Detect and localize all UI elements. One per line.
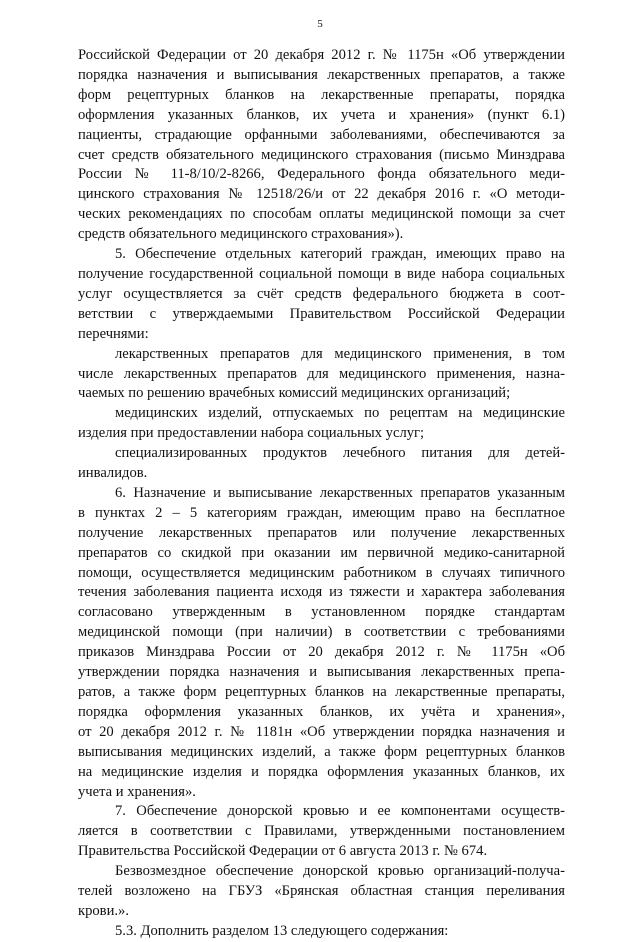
text-line: 6. Назначение и выписывание лекарственных препаратов указанным: [115, 484, 565, 501]
text-line: помощи, осуществляется медицинским работником в случаях типичного: [78, 564, 565, 581]
text-line: от 20 декабря 2012 г. № 1181н «Об утверждении порядка назначения и: [78, 723, 565, 740]
text-line: чаемых по решению врачебных комиссий медицинских организаций;: [78, 385, 511, 402]
text-line: услуг осуществляется за счёт средств федерального бюджета в соот-: [78, 285, 565, 302]
text-line: ческих рекомендациях по способам оплаты медицинской помощи за счет: [78, 206, 565, 223]
text-line: 5.3. Дополнить разделом 13 следующего содержания:: [115, 922, 449, 939]
text-line: учета и хранения».: [78, 783, 196, 800]
text-line: выписывания медицинских изделий, а также форм рецептурных бланков: [78, 743, 565, 760]
text-line: изделия при предоставлении набора социальных услуг;: [78, 425, 425, 442]
text-line: получение лекарственных препаратов или получение лекарственных: [78, 524, 565, 541]
text-line: специализированных продуктов лечебного питания для детей-: [115, 445, 565, 462]
text-line: Безвозмездное обеспечение донорской кровью организаций-получа-: [115, 863, 565, 880]
text-line: медицинской помощи (при наличии) в соответствии с требованиями: [78, 624, 565, 641]
text-line: Правительства Российской Федерации от 6 августа 2013 г. № 674.: [78, 843, 488, 860]
text-line: крови.».: [78, 902, 129, 919]
text-line: цинского страхования № 12518/26/и от 22 декабря 2016 г. «О методи-: [78, 186, 565, 203]
text-line: лекарственных препаратов для медицинского применения, в том: [115, 345, 565, 362]
text-line: числе лекарственных препаратов для медицинского применения, назна-: [78, 365, 565, 382]
text-line: получение государственной социальной помощи в виде набора социальных: [78, 265, 565, 282]
text-line: ратов, а также форм рецептурных бланков на лекарственные препараты,: [78, 684, 565, 700]
text-line: медицинских изделий, отпускаемых по рецептам на медицинские: [115, 405, 565, 422]
text-line: течения заболевания пациента исходя из тяжести и характера заболевания: [78, 584, 565, 601]
text-line: оформления указанных бланков, их учета и хранения» (пункт 6.1): [78, 106, 565, 123]
text-line: на медицинские изделия и порядка оформления указанных бланков, их: [78, 763, 565, 780]
text-line: ляется в соответствии с Правилами, утвержденными постановлением: [78, 823, 565, 840]
text-line: ветствии с утверждаемыми Правительством Российской Федерации: [78, 305, 565, 322]
text-line: 7. Обеспечение донорской кровью и ее компонентами осуществ-: [115, 803, 565, 820]
text-line: пациенты, страдающие орфанными заболеваниями, обеспечиваются за: [78, 126, 565, 143]
page-number: 5: [317, 18, 323, 30]
text-line: России № 11-8/10/2-8266, Федерального фонда обязательного меди-: [78, 166, 565, 183]
text-line: приказов Минздрава России от 20 декабря 2012 г. № 1175н «Об: [78, 644, 565, 661]
text-line: форм рецептурных бланков на лекарственные препараты, порядка: [78, 86, 565, 103]
text-line: утверждении порядка назначения и выписывания лекарственных препа-: [78, 664, 565, 681]
text-line: телей возложено на ГБУЗ «Брянская областная станция переливания: [78, 883, 565, 900]
text-line: согласовано утвержденным в установленном порядке стандартам: [78, 604, 565, 621]
text-line: инвалидов.: [78, 465, 148, 482]
text-line: Российской Федерации от 20 декабря 2012 г. № 1175н «Об утверждении: [78, 47, 565, 63]
text-line: в пунктах 2 – 5 категориям граждан, имеющим право на бесплатное: [78, 504, 565, 521]
text-line: порядка оформления указанных бланков, их учёта и хранения»,: [78, 703, 565, 720]
text-line: счет средств обязательного медицинского страхования (письмо Минздрава: [78, 146, 565, 163]
text-line: 5. Обеспечение отдельных категорий граждан, имеющих право на: [115, 246, 565, 263]
document-body: [78, 46, 565, 942]
text-line: препаратов со скидкой при оказании им первичной медико-санитарной: [78, 544, 565, 561]
text-line: перечнями:: [78, 325, 149, 342]
text-line: порядка назначения и выписывания лекарственных препаратов, а также: [78, 66, 565, 83]
text-line: средств обязательного медицинского страхования»).: [78, 226, 404, 243]
